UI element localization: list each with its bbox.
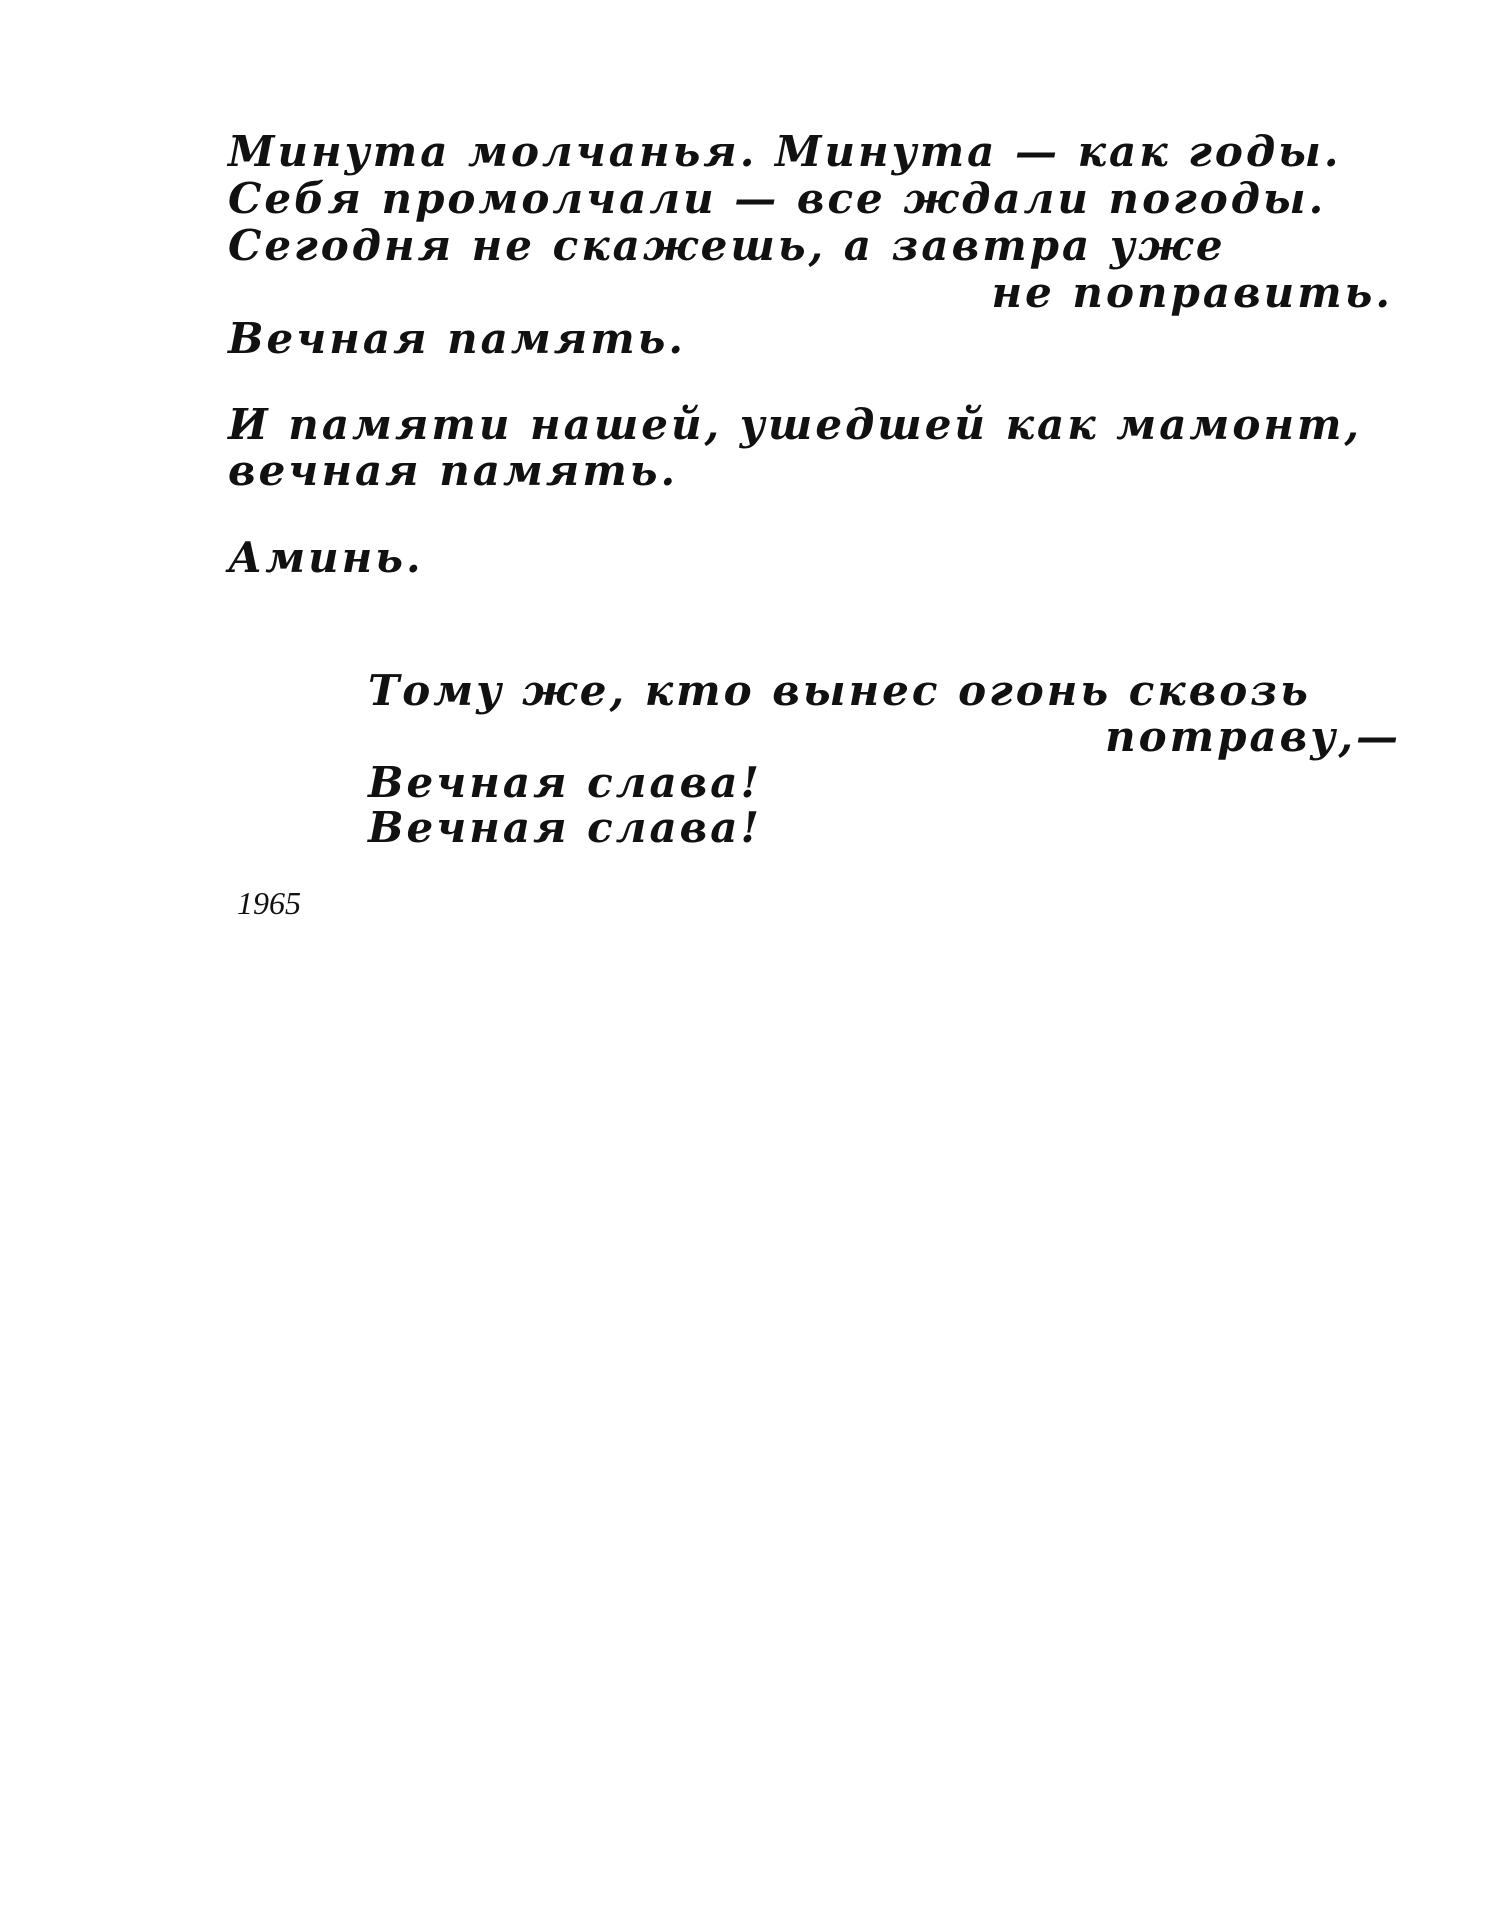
poem-line: Сегодня не скажешь, а завтра уже: [228, 221, 1226, 270]
poem-line: Вечная слава!: [368, 758, 762, 807]
poem-line-continuation: потраву,—: [1105, 712, 1401, 761]
poem-line: Себя промолчали — все ждали погоды.: [228, 174, 1327, 223]
poem-line: И памяти нашей, ушедшей как мамонт,: [228, 400, 1363, 449]
poem-line-continuation: не поправить.: [991, 268, 1393, 317]
poem-line: Минута молчанья. Минута — как годы.: [228, 127, 1342, 176]
year-date: 1965: [237, 885, 301, 921]
poem-line: Аминь.: [228, 533, 424, 582]
poem-line: вечная память.: [228, 446, 679, 495]
poem-line: Вечная слава!: [368, 803, 762, 852]
poem-line: Вечная память.: [228, 314, 687, 363]
poem-line: Тому же, кто вынес огонь сквозь: [368, 666, 1311, 715]
